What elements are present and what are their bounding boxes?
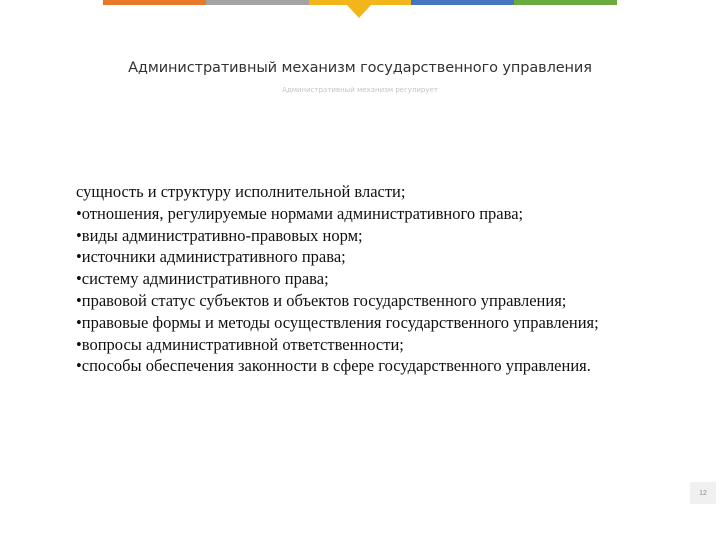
slide-subtitle: Административный механизм регулирует [282,86,438,94]
list-item: сущность и структуру исполнительной власти; [76,182,406,201]
content-list [76,181,639,377]
top-bar-segment [206,0,309,5]
list-item: •вопросы административной ответственности; [76,334,404,354]
page-number: 12 [690,482,716,504]
slide-title: Административный механизм государственного управления [128,60,592,76]
list-item: •способы обеспечения законности в сфере государственного управления. [76,356,591,376]
list-item: •источники административного права; [76,247,346,267]
list-item: •отношения, регулируемые нормами административного права; [76,203,524,223]
list-item: •правовые формы и методы осуществления государственного управления; [76,312,599,332]
top-bar-segment [617,0,720,5]
top-bar-notch [347,5,371,18]
top-bar-segment [103,0,206,5]
list-item: •правовой статус субъектов и объектов государственного управления; [76,290,567,310]
list-item: •виды административно-правовых норм; [76,225,363,245]
top-bar-segment [0,0,103,5]
top-bar-segment [514,0,617,5]
top-bar-segment [411,0,514,5]
list-item: •систему административного права; [76,269,329,289]
